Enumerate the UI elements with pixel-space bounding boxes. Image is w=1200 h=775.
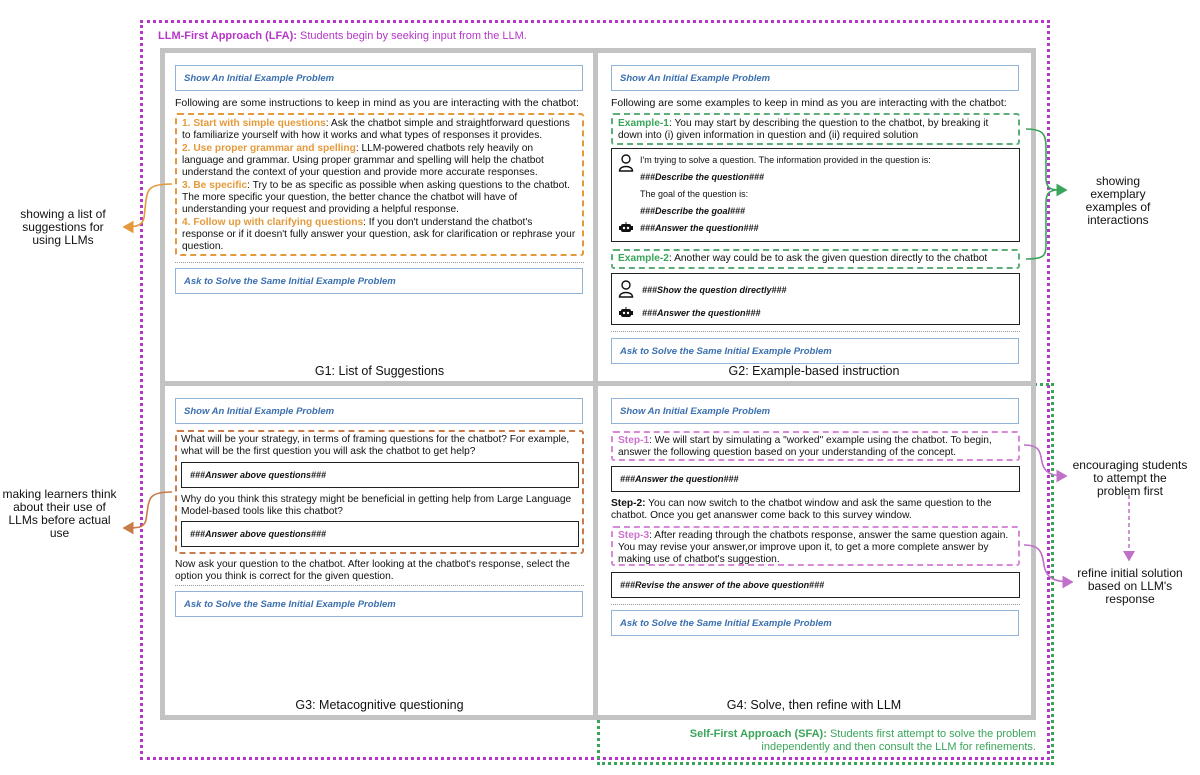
g2-show-example-button[interactable]: Show An Initial Example Problem: [611, 65, 1019, 91]
g4-ask-solve-button[interactable]: Ask to Solve the Same Initial Example Problem: [611, 610, 1019, 636]
g1-arrow: [124, 184, 172, 227]
g4-step-2: Step-2: You can now switch to the chatbot window and ask the same question to the chatbot. Once you get ananswer come back to this survey window.: [611, 498, 992, 521]
g1-ask-solve-button[interactable]: Ask to Solve the Same Initial Example Problem: [175, 268, 583, 294]
g3-show-example-button[interactable]: Show An Initial Example Problem: [175, 398, 583, 424]
g2-chat2-answer: ###Answer the question###: [642, 308, 761, 318]
sfa-title: Self-First Approach (SFA): Students first attempt to solve the problem independently and then consult the LLM for refinements.: [689, 728, 1036, 753]
g3-answer-1[interactable]: ###Answer above questions###: [181, 462, 579, 488]
g2-brace: [1026, 129, 1058, 259]
g2-chat2-placeholder: ###Show the question directly###: [642, 285, 787, 295]
step3-arrow: [1024, 545, 1072, 582]
g2-example-2: Example-2: Another way could be to ask the given question directly to the chatbot: [611, 249, 1020, 269]
g2-chat1-placeholder2: ###Describe the goal###: [640, 206, 746, 216]
g3-answer-2[interactable]: ###Answer above questions###: [181, 521, 579, 547]
g1-show-example-button[interactable]: Show An Initial Example Problem: [175, 65, 583, 91]
g2-caption: G2: Example-based instruction: [728, 364, 900, 378]
g1-caption: G1: List of Suggestions: [314, 364, 445, 378]
g2-chat1-line2: The goal of the question is:: [640, 189, 749, 199]
g2-chat1-placeholder1: ###Describe the question###: [640, 172, 765, 182]
annotation-metacognitive: making learners think about their use of LLMs before actual use: [2, 487, 117, 540]
annotation-attempt-first: encouraging students to attempt the problem first: [1072, 458, 1188, 498]
g4-answer-3[interactable]: ###Revise the answer of the above question###: [611, 572, 1020, 598]
g2-chat1-line1: I'm trying to solve a question. The information provided in the question is:: [640, 155, 931, 165]
g3-after-text: Now ask your question to the chatbot. After looking at the chatbot's response, select the option you think is correct for the given question.: [175, 559, 570, 582]
g3-arrow: [124, 492, 172, 528]
g3-ask-solve-button[interactable]: Ask to Solve the Same Initial Example Problem: [175, 591, 583, 617]
g2-example-1: Example-1: You may start by describing the question to the chatbot, by breaking it down into (i) given information in question and (ii) required solution: [611, 113, 1020, 145]
g3-question-2: Why do you think this strategy might be beneficial in getting help from Large Language Model-based tools like this chatbot?: [181, 494, 572, 517]
g1-item-4: 4. Follow up with clarifying questions: If you don't understand the chatbot's response or if it doesn't fully answer your question, ask for clarification or rephrase your question.: [182, 217, 576, 252]
annotation-refine: refine initial solution based on LLM's response: [1077, 566, 1183, 606]
g1-item-2: 2. Use proper grammar and spelling: LLM-powered chatbots rely heavily on language and grammar. Using proper grammar and spelling will help the chatbot understand the context of your question and provide more accurate responses.: [182, 143, 544, 178]
lfa-title: LLM-First Approach (LFA): Students begin by seeking input from the LLM.: [158, 30, 527, 42]
g2-chat1-answer: ###Answer the question###: [640, 223, 759, 233]
g3-question-1: What will be your strategy, in terms of framing questions for the chatbot? For example, what will be the first question you will ask the chatbot to get help?: [181, 434, 570, 457]
g1-item-1: 1. Start with simple questions: Ask the chatbot simple and straightforward questions to familiarize yourself with how it works and what types of responses it provides.: [182, 118, 570, 141]
g4-show-example-button[interactable]: Show An Initial Example Problem: [611, 398, 1019, 424]
g4-step-1: Step-1: We will start by simulating a "worked" example using the chatbot. To begin, answer the following question based on your understanding of the concept.: [611, 431, 1020, 461]
annotation-suggestions: showing a list of suggestions for using LLMs: [20, 207, 106, 247]
step1-arrow: [1024, 445, 1066, 476]
g1-item-3: 3. Be specific: Try to be as specific as possible when asking questions to the chatbot. The more specific your question, the better chance the chatbot will have of understanding your request and providing a helpful response.: [182, 180, 570, 215]
annotation-exemplary: showing exemplary examples of interactions: [1085, 174, 1151, 227]
g1-intro: Following are some instructions to keep in mind as you are interacting with the chatbot:: [175, 97, 579, 109]
g4-step-3: Step-3: After reading through the chatbots response, answer the same question again. You may revise your answer,or improve upon it, to get a more complete answer by making use of chatbot's suggestion.: [611, 526, 1020, 566]
g2-intro: Following are some examples to keep in mind as you are interacting with the chatbot:: [611, 97, 1007, 109]
g3-caption: G3: Metacognitive questioning: [295, 698, 464, 712]
g4-answer-1[interactable]: ###Answer the question###: [611, 466, 1020, 492]
g2-ask-solve-button[interactable]: Ask to Solve the Same Initial Example Problem: [611, 338, 1019, 364]
g4-caption: G4: Solve, then refine with LLM: [726, 698, 902, 712]
